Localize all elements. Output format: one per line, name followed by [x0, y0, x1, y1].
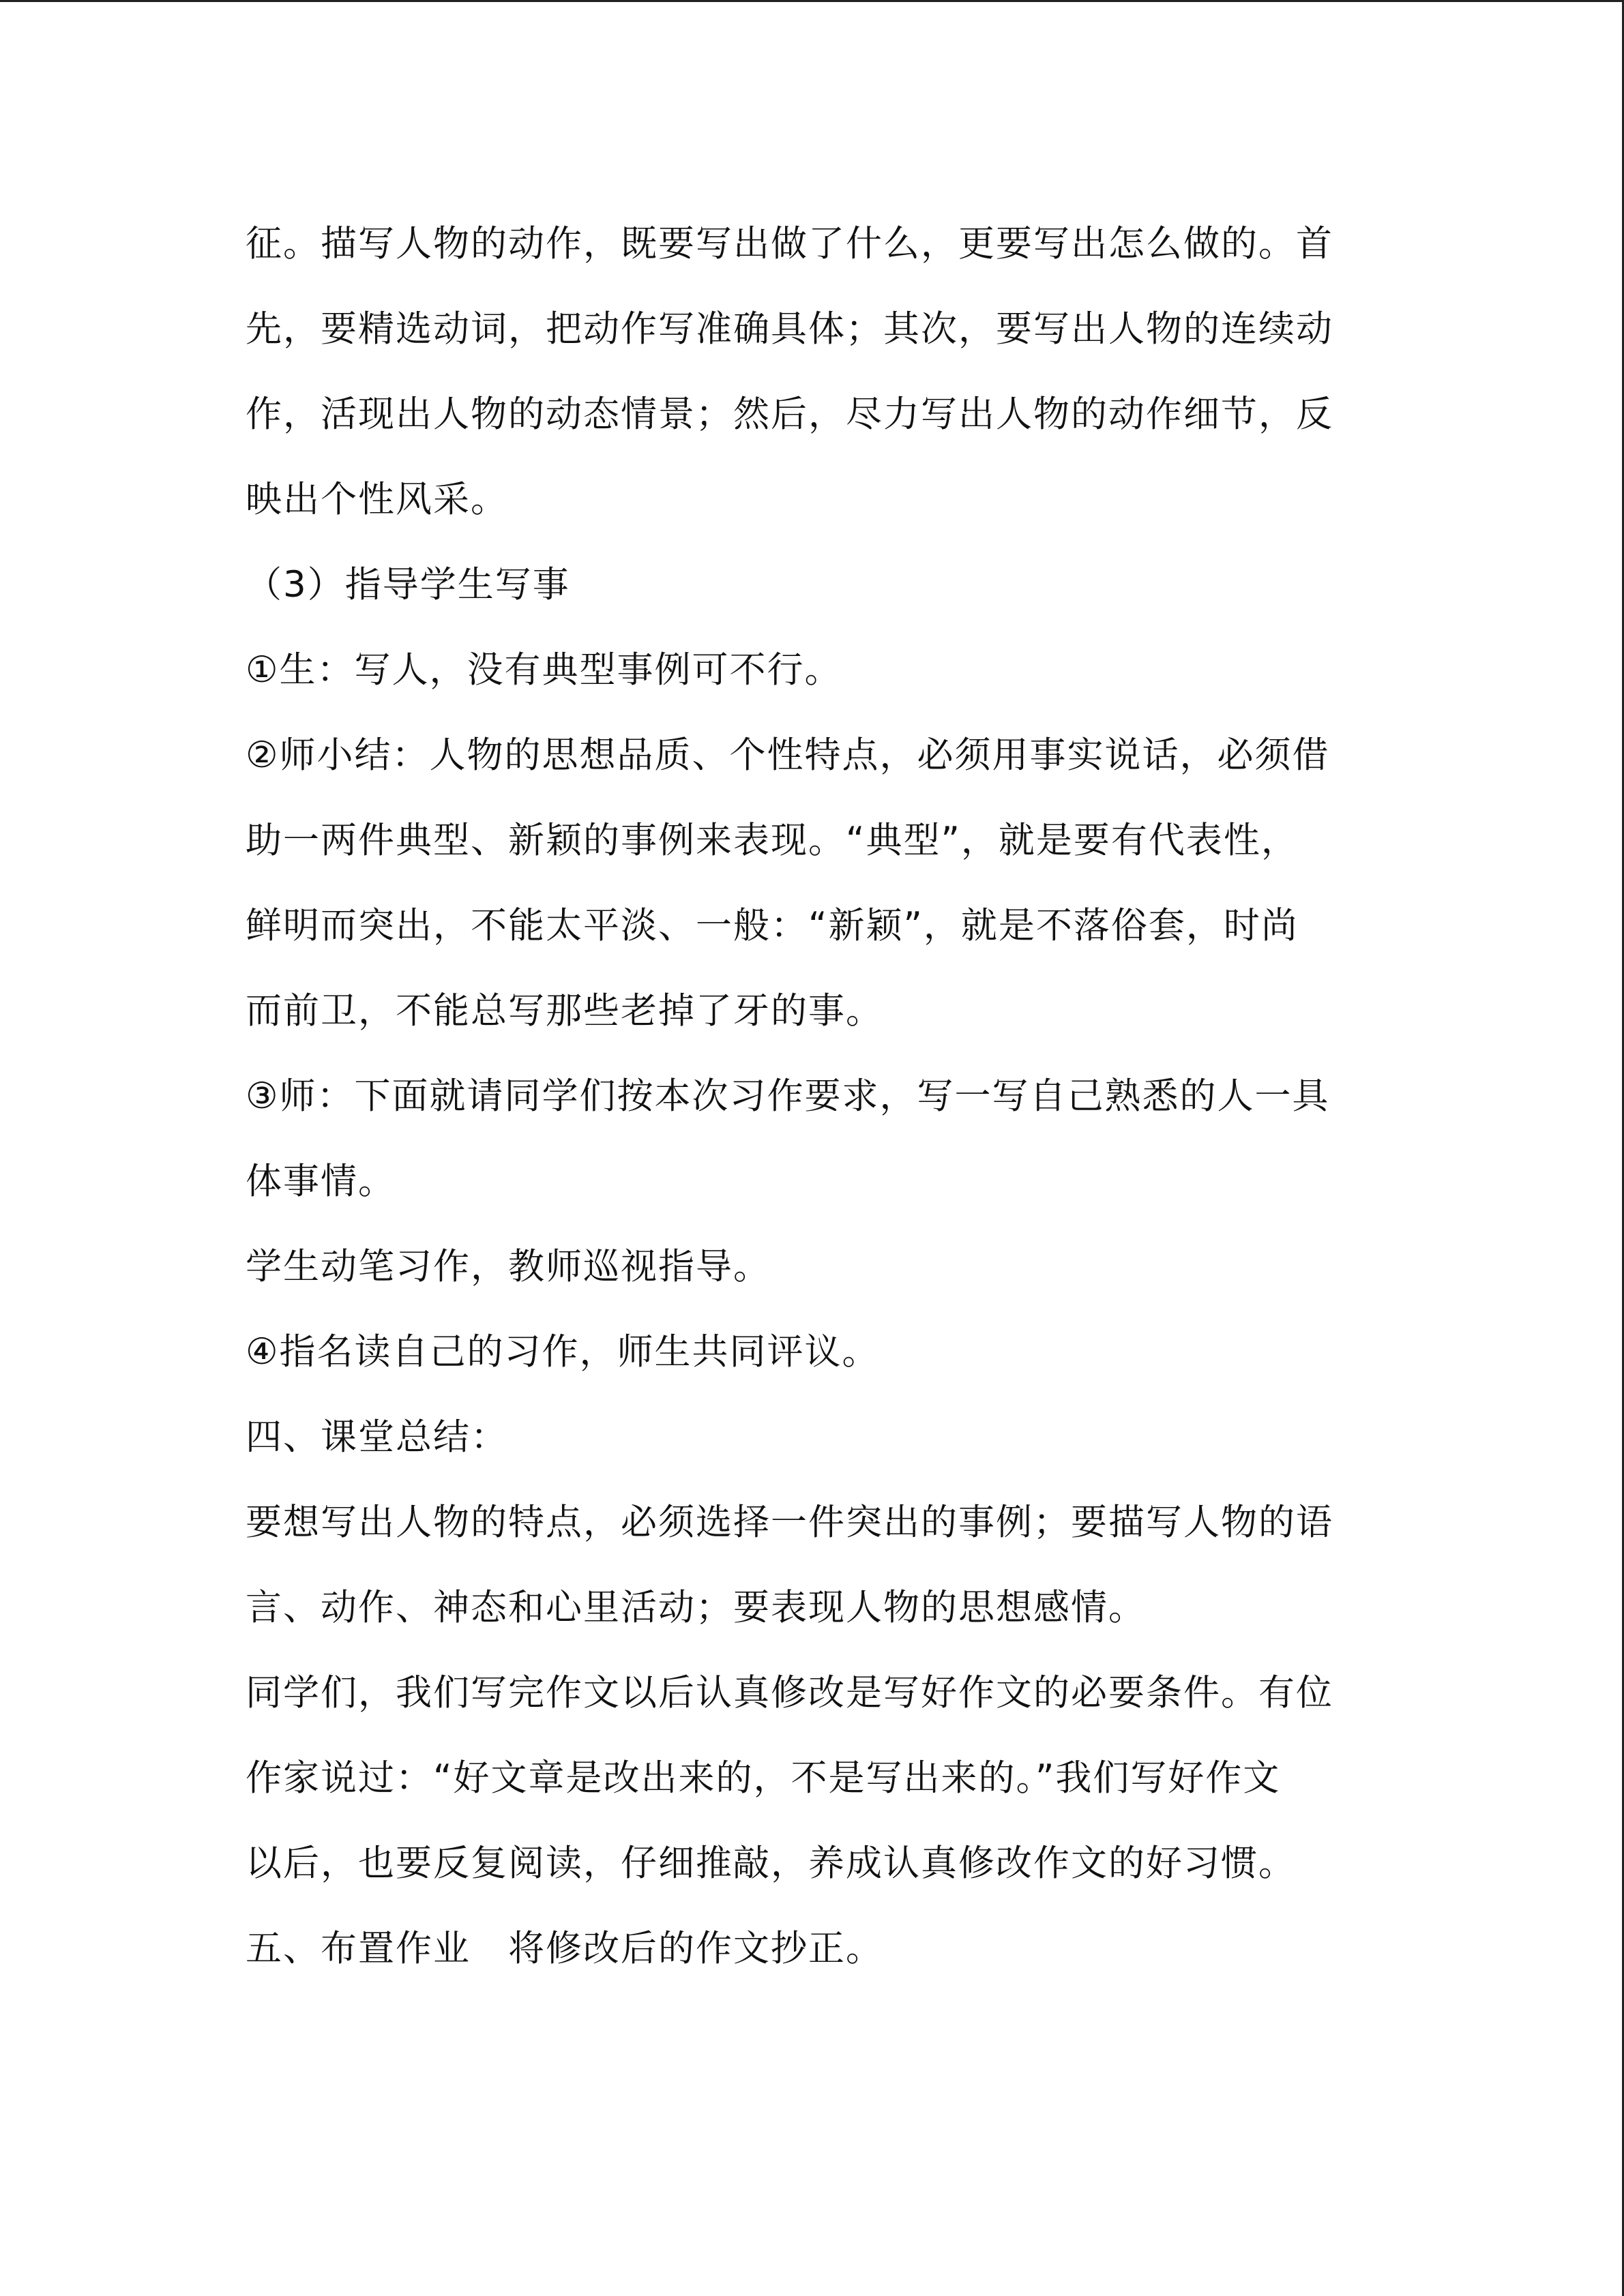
text-line: ①生：写人，没有典型事例可不行。: [246, 649, 842, 691]
paragraph-action-description: [246, 201, 1364, 542]
paragraph-student-remark: [246, 627, 1364, 713]
text-line: 而前卫，不能总写那些老掉了牙的事。: [246, 990, 883, 1032]
text-line: 四、课堂总结：: [246, 1416, 508, 1458]
paragraph-student-writing: [246, 1224, 1364, 1309]
paragraph-teacher-summary: [246, 713, 1364, 1054]
text-line: ③师：下面就请同学们按本次习作要求，写一写自己熟悉的人一具: [246, 1075, 1330, 1117]
section-heading-writing-events: [246, 542, 1364, 627]
paragraph-summary-content: [246, 1480, 1364, 1650]
text-line: 同学们，我们写完作文以后认真修改是写好作文的必要条件。有位: [246, 1672, 1333, 1714]
paragraph-teacher-instruction: [246, 1054, 1364, 1224]
text-line: 以后，也要反复阅读，仔细推敲，养成认真修改作文的好习惯。: [246, 1843, 1296, 1884]
text-line: 征。描写人物的动作，既要写出做了什么，更要写出怎么做的。首: [246, 223, 1333, 265]
section-heading-homework: [246, 1906, 1364, 1991]
paragraph-revision-advice: [246, 1650, 1364, 1906]
text-line: 映出个性风采。: [246, 479, 508, 520]
text-line: ②师小结：人物的思想品质、个性特点，必须用事实说话，必须借: [246, 734, 1330, 776]
text-line: 助一两件典型、新颖的事例来表现。“典型”，就是要有代表性，: [246, 820, 1299, 861]
text-line: ④指名读自己的习作，师生共同评议。: [246, 1331, 880, 1373]
section-heading-class-summary: [246, 1395, 1364, 1480]
text-line: 先，要精选动词，把动作写准确具体；其次，要写出人物的连续动: [246, 308, 1333, 350]
text-line: 要想写出人物的特点，必须选择一件突出的事例；要描写人物的语: [246, 1502, 1333, 1543]
text-line: 作家说过：“好文章是改出来的，不是写出来的。”我们写好作文: [246, 1757, 1281, 1799]
text-line: 五、布置作业 将修改后的作文抄正。: [246, 1928, 883, 1969]
document-body: [246, 201, 1364, 1991]
text-line: 体事情。: [246, 1161, 396, 1202]
text-line: 作，活现出人物的动态情景；然后，尽力写出人物的动作细节，反: [246, 393, 1333, 435]
text-line: 言、动作、神态和心里活动；要表现人物的思想感情。: [246, 1587, 1146, 1628]
text-line: 学生动笔习作，教师巡视指导。: [246, 1246, 771, 1287]
paragraph-read-and-review: [246, 1309, 1364, 1395]
text-line: （3）指导学生写事: [246, 564, 570, 606]
text-line: 鲜明而突出，不能太平淡、一般：“新颖”，就是不落俗套，时尚: [246, 905, 1299, 946]
